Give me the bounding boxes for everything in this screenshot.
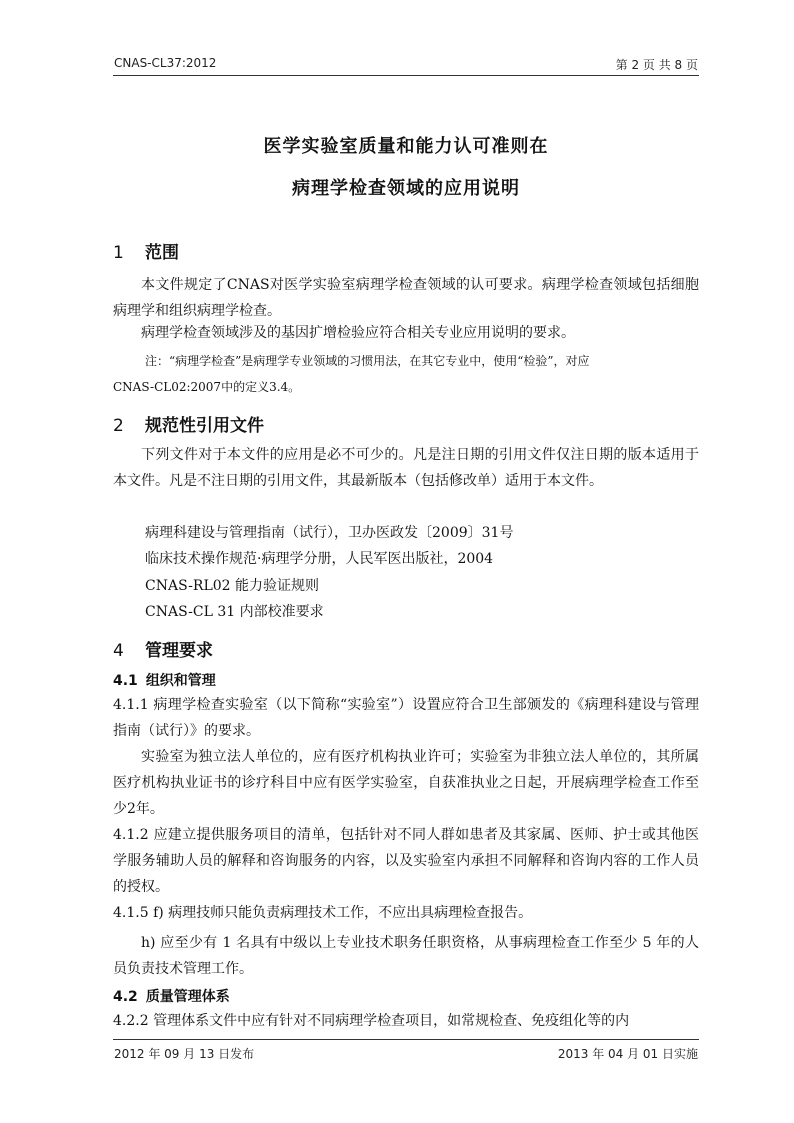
- reference-item: 病理科建设与管理指南（试行），卫办医政发〔2009〕31号: [145, 525, 514, 541]
- section-1-paragraph-1: 本文件规定了CNAS对医学实验室病理学检查领域的认可要求。病理学检查领域包括细胞病理学和组织病理学检查。: [113, 277, 699, 319]
- subsection-title: 质量管理体系: [145, 989, 230, 1005]
- section-title: 规范性引用文件: [145, 416, 264, 436]
- section-1-note-line-2: CNAS-CL02:2007中的定义3.4。: [113, 380, 301, 394]
- section-1-heading: [113, 238, 179, 263]
- doc-title-line2: 病理学检查领域的应用说明: [292, 178, 520, 199]
- header-rule: [113, 75, 699, 76]
- subsection-4-2-heading: [113, 986, 230, 1006]
- section-number: 4: [113, 641, 124, 661]
- section-title: 管理要求: [145, 641, 213, 661]
- footer-issued-date: 2012 年 09 月 13 日发布: [114, 1047, 255, 1061]
- clause-4-2-2: 4.2.2 管理体系文件中应有针对不同病理学检查项目，如常规检查、免疫组化等的内: [113, 1013, 630, 1029]
- reference-item: 临床技术操作规范·病理学分册，人民军医出版社，2004: [145, 551, 494, 567]
- header-doc-code: CNAS-CL37:2012: [114, 56, 217, 70]
- section-2-heading: [113, 411, 264, 436]
- reference-item: CNAS-CL 31 内部校准要求: [145, 604, 324, 620]
- clause-4-1-1: 4.1.1 病理学检查实验室（以下简称“实验室”）设置应符合卫生部颁发的《病理科建设与管理指南（试行）》的要求。: [113, 697, 699, 739]
- subsection-number: 4.2: [113, 989, 138, 1005]
- clause-4-1-2: 4.1.2 应建立提供服务项目的清单，包括针对不同人群如患者及其家属、医师、护士或其他医学服务辅助人员的解释和咨询服务的内容，以及实验室内承担不同解释和咨询内容的工作人员的授权。: [113, 827, 699, 895]
- clause-4-1-5-f: 4.1.5 f) 病理技师只能负责病理技术工作，不应出具病理检查报告。: [113, 905, 533, 921]
- section-2-paragraph: 下列文件对于本文件的应用是必不可少的。凡是注日期的引用文件仅注日期的版本适用于本文件。凡是不注日期的引用文件，其最新版本（包括修改单）适用于本文件。: [113, 447, 699, 489]
- subsection-number: 4.1: [113, 673, 138, 689]
- section-number: 1: [113, 243, 124, 263]
- footer-effective-date: 2013 年 04 月 01 日实施: [557, 1047, 698, 1061]
- reference-item: CNAS-RL02 能力验证规则: [145, 578, 320, 594]
- subsection-title: 组织和管理: [145, 673, 216, 689]
- footer-rule: [113, 1039, 699, 1040]
- clause-4-1-1-continued: 实验室为独立法人单位的，应有医疗机构执业许可；实验室为非独立法人单位的，其所属医疗机构执业证书的诊疗科目中应有医学实验室，自获准执业之日起，开展病理学检查工作至少2年。: [113, 749, 699, 817]
- section-title: 范围: [145, 243, 179, 263]
- doc-title-line1: 医学实验室质量和能力认可准则在: [263, 136, 549, 157]
- clause-4-1-5-h: h) 应至少有 1 名具有中级以上专业技术职务任职资格，从事病理检查工作至少 5 年的人员负责技术管理工作。: [113, 935, 699, 977]
- section-4-heading: [113, 636, 213, 661]
- subsection-4-1-heading: [113, 670, 216, 690]
- section-1-note-line-1: 注：“病理学检查”是病理学专业领域的习惯用法，在其它专业中，使用“检验”，对应: [145, 354, 590, 368]
- header-page-info: 第 2 页 共 8 页: [615, 58, 698, 72]
- section-1-paragraph-2: 病理学检查领域涉及的基因扩增检验应符合相关专业应用说明的要求。: [141, 325, 575, 341]
- section-number: 2: [113, 416, 124, 436]
